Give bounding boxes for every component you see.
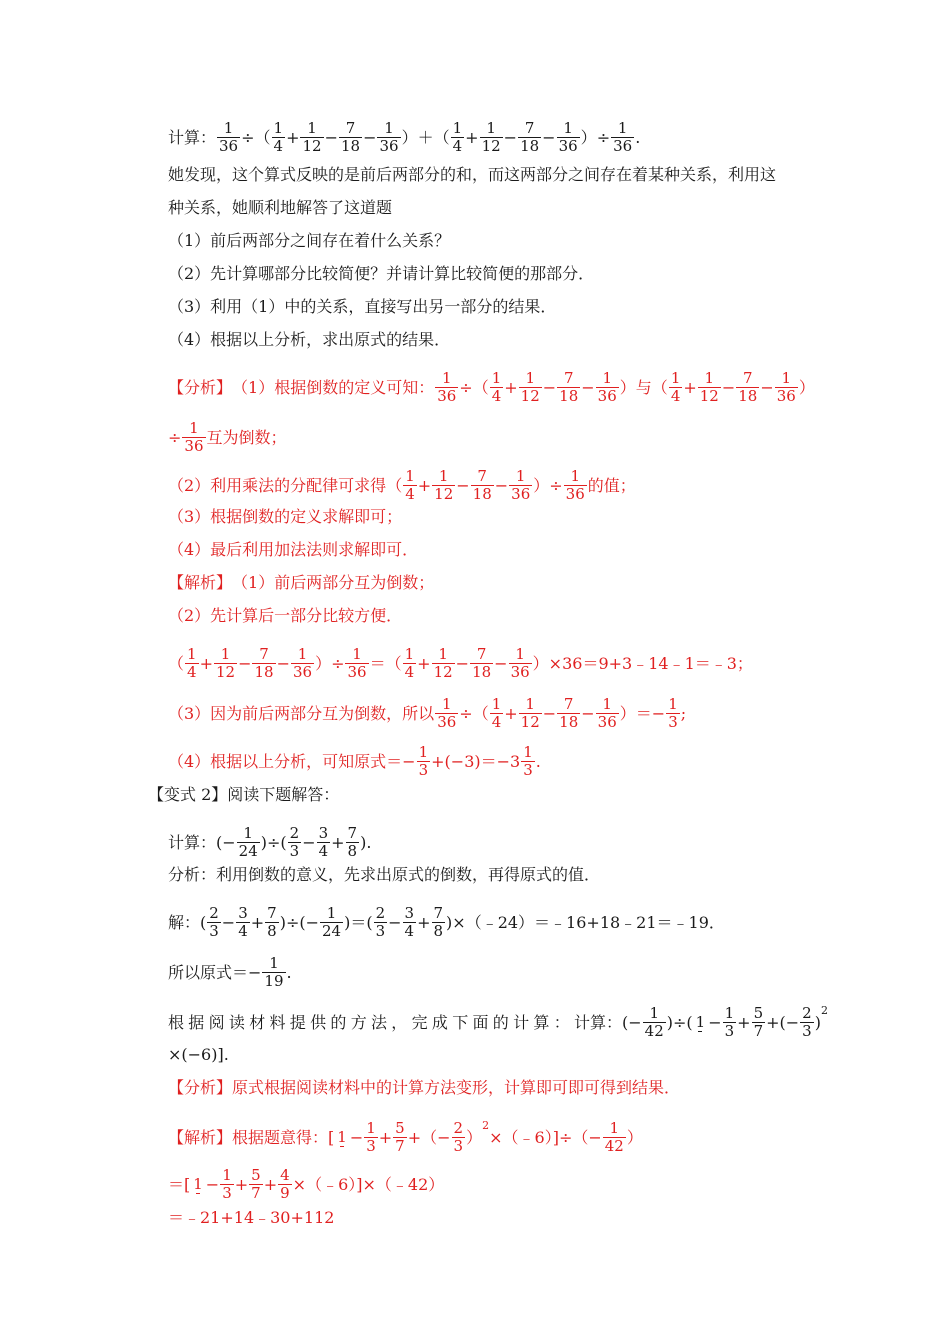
fraction: $\frac{1}{12}$	[302, 119, 322, 155]
fraction: $\frac{7}{18}$	[340, 119, 361, 155]
analysis2-line: 【分析】 原式根据阅读材料中的计算方法变形，计算即可即可得到结果．	[168, 1078, 681, 1097]
solution2-line-1: 【解析】 根据题意得：[ 1 − $\frac{1}{3}$ + $\frac{5}{7}$ + （ − $\frac{2}{3}$ ） 2 ×（﹣6）]÷（− $\frac{1}{42}$ ）	[168, 1118, 643, 1155]
fraction: $\frac{1}{36}$	[613, 119, 633, 155]
analysis-tag: 【分析】	[168, 377, 233, 397]
solution-tag: 【解析】	[168, 573, 233, 592]
fraction: $\frac{1}{12}$	[481, 119, 501, 155]
question-4: （4）根据以上分析，求出原式的结果．	[168, 330, 451, 349]
fraction: $\frac{1}{4}$	[452, 119, 463, 155]
question-1: （1）前后两部分之间存在着什么关系？	[168, 231, 451, 250]
fraction: $\frac{1}{36}$	[219, 119, 239, 155]
analysis-line-4: （4）最后利用加法法则求解即可．	[168, 540, 419, 559]
variant-solution: 解：( $\frac{2}{3}$ − $\frac{3}{4}$ + $\frac{7}{8}$ )÷(− $\frac{1}{24}$ )＝( $\frac{2}{3}$ − $\frac{3}{4}$ + $\frac{7}{8}$ )×（﹣24）＝﹣16+18﹣21＝﹣19．	[168, 904, 725, 940]
fraction: $\frac{1}{4}$	[273, 119, 284, 155]
solution-line-4: （3）因为前后两部分互为倒数，所以 $\frac{1}{36}$ ÷ （ $\frac{1}{4}$ + $\frac{1}{12}$ − $\frac{7}{18}$ − $\frac{1}{36}$ ） ＝− $\frac{1}{3}$ ;	[168, 695, 687, 731]
solution-line-2: （2）先计算后一部分比较方便．	[168, 606, 403, 625]
question-3: （3）利用（1）中的关系，直接写出另一部分的结果．	[168, 297, 557, 316]
variant-task-2: ×(−6)].	[168, 1045, 229, 1064]
calc-label: 计算：	[168, 127, 217, 147]
fraction: $\frac{1}{36}$	[379, 119, 399, 155]
solution2-line-2: ＝[ 1 − $\frac{1}{3}$ + $\frac{5}{7}$ + $\frac{4}{9}$ ×（﹣6）]×（﹣42）	[168, 1166, 445, 1202]
paragraph-line: 她发现，这个算式反映的是前后两部分的和，而这两部分之间存在着某种关系，利用这	[168, 165, 777, 184]
solution-line-5: （4）根据以上分析，可知原式＝− $\frac{1}{3}$ +(−3)＝−3 $\frac{1}{3}$ .	[168, 743, 541, 779]
fraction: $\frac{7}{18}$	[520, 119, 540, 155]
variant-analysis: 分析：利用倒数的意义，先求出原式的倒数，再得原式的值．	[168, 865, 601, 884]
analysis-line-1: 【分析】 （1）根据倒数的定义可知： $\frac{1}{36}$ ÷ （ $\frac{1}{4}$ + $\frac{1}{12}$ − $\frac{7}{18}$ − $\frac{1}{36}$ ） 与 （ $\frac{1}{4}$ + $\frac{1}{12}$ − $\frac{7}{18}$ − $\frac{1}{36}$ ）	[168, 369, 815, 405]
analysis-line-3: （3）根据倒数的定义求解即可；	[168, 507, 403, 526]
fraction: $\frac{1}{36}$	[558, 119, 578, 155]
variant-result: 所以原式＝− $\frac{1}{19}$ .	[168, 954, 292, 990]
variant-task: 根据阅读材料提供的方法，完成下面的计算： 计算：(− $\frac{1}{42}$ )÷( 1 − $\frac{1}{3}$ + $\frac{5}{7}$ + (− $\frac{2}{3}$ ) 2	[168, 1003, 828, 1040]
solution-line-1: 【解析】 （1）前后两部分互为倒数；	[168, 573, 435, 592]
paragraph-line: 种关系，她顺利地解答了这道题	[168, 198, 393, 217]
analysis-line-2: （2）利用乘法的分配律可求得 （ $\frac{1}{4}$ + $\frac{1}{12}$ − $\frac{7}{18}$ − $\frac{1}{36}$ ） ÷ $\frac{1}{36}$ 的值；	[168, 467, 636, 503]
variant-title: 【变式 2】阅读下题解答：	[148, 785, 340, 804]
question-2: （2）先计算哪部分比较简便？并请计算比较简便的那部分．	[168, 264, 595, 283]
solution-line-3: （ $\frac{1}{4}$ + $\frac{1}{12}$ − $\frac{7}{18}$ − $\frac{1}{36}$ ） ÷ $\frac{1}{36}$ ＝ （ $\frac{1}{4}$ + $\frac{1}{12}$ − $\frac{7}{18}$ − $\frac{1}{36}$ ） ×36＝9+3﹣14﹣1＝﹣3；	[168, 645, 753, 681]
analysis-line-1b: ÷ $\frac{1}{36}$ 互为倒数；	[168, 419, 287, 455]
solution2-line-3: ＝﹣21+14﹣30+112	[168, 1208, 335, 1227]
variant-calc: 计算：(− $\frac{1}{24}$ )÷( $\frac{2}{3}$ − $\frac{3}{4}$ + $\frac{7}{8}$ ).	[168, 824, 372, 860]
problem-expression: 计算： $\frac{1}{36}$ ÷ （ $\frac{1}{4}$ + $\frac{1}{12}$ − $\frac{7}{18}$ − $\frac{1}{36}$ ） ＋ （ $\frac{1}{4}$ + $\frac{1}{12}$ − $\frac{7}{18}$ − $\frac{1}{36}$ ） ÷ $\frac{1}{36}$ .	[168, 119, 641, 155]
